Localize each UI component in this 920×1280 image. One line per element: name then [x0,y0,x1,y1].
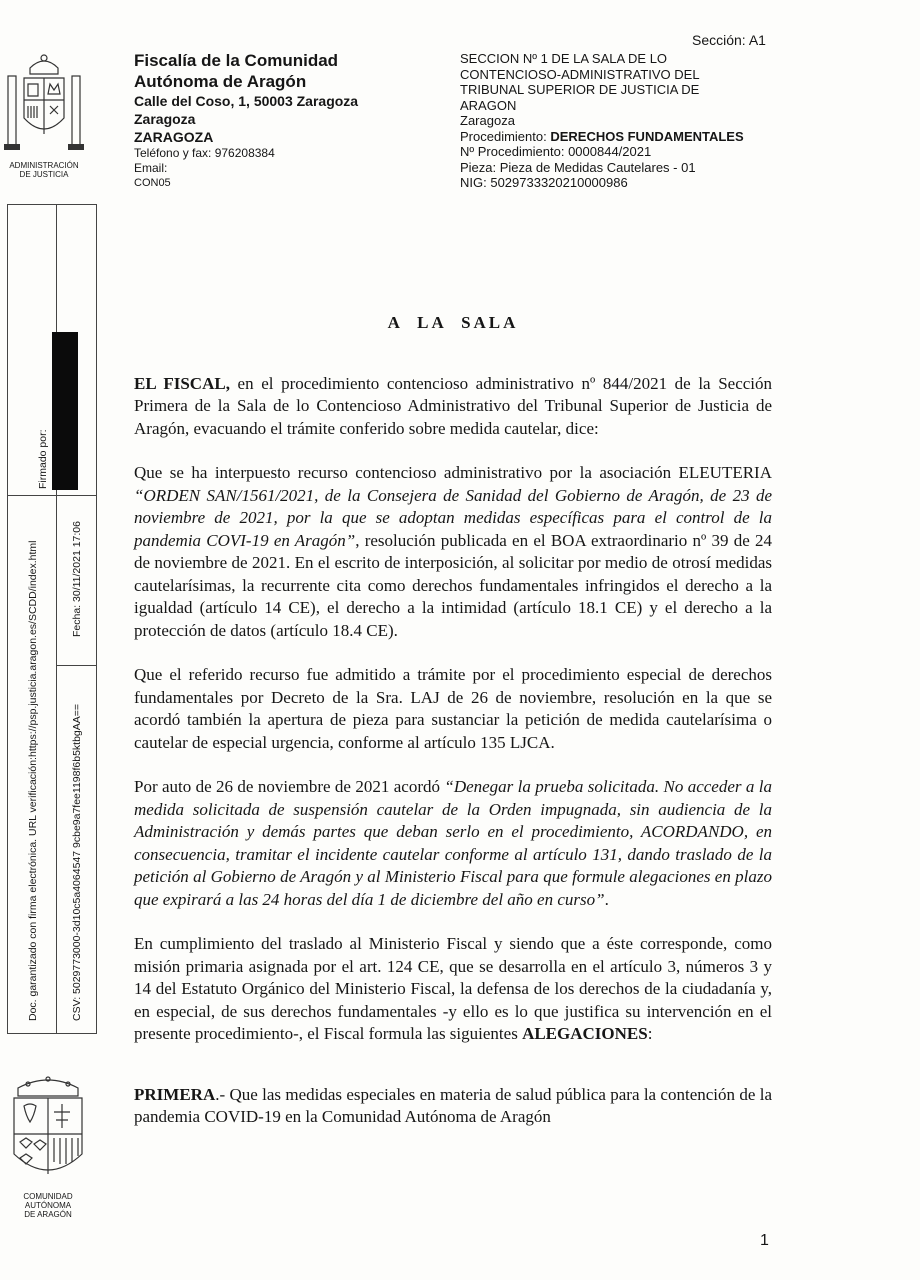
org-name-line1: Fiscalía de la Comunidad [134,51,339,70]
address-line3: ZARAGOZA [134,129,214,145]
paragraph-recurso: Que se ha interpuesto recurso contencioso administrativo por la asociación ELEUTERIA “ORDEN SAN/1561/2021, de la Consejera de Sanidad del Gobierno de Aragón, de 23 de noviembre de 2021, por la que se adoptan medidas específicas para el control de la pandemia COVI-19 en Aragón”, resolución publicada en el BOA extraordinario nº 39 de 24 de noviembre de 2021. En el escrito de interposición, al solicitar por medio de otrosí medidas cautelarísimas, la recurrente cita como derechos fundamentales infringidos el derecho a la igualdad (artículo 14 CE), el derecho a la intimidad (artículo 18.1 CE) y el derecho a la protección de datos (artículo 18.4 CE). [134,463,772,640]
phone-fax: Teléfono y fax: 976208384 [134,146,275,160]
organization-header [134,50,434,190]
aragon-coat-of-arms-icon [0,1074,96,1192]
comunidad-aragon-label: COMUNIDAD AUTÓNOMA DE ARAGÓN [23,1192,73,1219]
nig: NIG: 5029733320210000986 [460,175,628,190]
court-line2: CONTENCIOSO-ADMINISTRATIVO DEL [460,66,700,82]
court-info [460,51,790,191]
office-code: CON05 [134,177,171,189]
signature-date: Fecha: 30/11/2021 17:06 [71,521,83,637]
court-line4: ARAGON [460,97,517,113]
address-line2: Zaragoza [134,111,196,127]
redaction-bar [52,332,78,490]
address-line1: Calle del Coso, 1, 50003 Zaragoza [134,93,359,109]
aragon-coat-of-arms [0,1074,96,1219]
procedimiento-value: DERECHOS FUNDAMENTALES [550,128,744,144]
paragraph-auto: Por auto de 26 de noviembre de 2021 acordó “Denegar la prueba solicitada. No acceder a la medida solicitada de suspensión cautelar de la Orden impugnada, sin audiencia de la Administración y demás partes que deban serlo en el procedimiento, ACORDANDO, en consecuencia, tramitar el incidente cautelar conforme al artículo 131, dando traslado de la petición al Gobierno de Aragón y al Ministerio Fiscal para que formule alegaciones en plazo que expirará a las 24 horas del día 1 de diciembre del año en curso”. [134,777,772,909]
procedimiento: Procedimiento: DERECHOS FUNDAMENTALES [460,128,744,144]
csv-code: CSV: 5029773000-3d10c5a4064547 9cbe9a7fee1198f6b5ktbgAA== [71,703,83,1021]
paragraph-cumplimiento: En cumplimiento del traslado al Ministerio Fiscal y siendo que a éste corresponde, como misión primaria asignada por el art. 124 CE, que se desarrolla en el artículo 3, números 3 y 14 del Estatuto Orgánico del Ministerio Fiscal, la defensa de los derechos de la ciudadanía y, en especial, de sus derechos fundamentales -y ello es lo que justifica su intervención en el presente procedimiento-, el Fiscal formula las siguientes ALEGACIONES: [134,934,772,1043]
paragraph-intro: EL FISCAL, en el procedimiento contencioso administrativo nº 844/2021 de la Sección Primera de la Sala de lo Contencioso Administrativo del Tribunal Superior de Justicia de Aragón, evacuando el trámite conferido sobre medida cautelar, dice: [134,373,773,438]
org-name-line2: Autónoma de Aragón [134,72,307,91]
document-body [134,312,772,1151]
email-label: Email: [134,161,168,175]
num-procedimiento: Nº Procedimiento: 0000844/2021 [460,144,652,159]
admin-justicia-label: ADMINISTRACIÓN DE JUSTICIA [9,161,79,179]
firmado-por-label: Firmado por: [37,429,49,489]
document-heading: A LA SALA [387,313,519,332]
seccion-label: Sección: A1 [692,32,766,48]
paragraph-admision: Que el referido recurso fue admitido a trámite por el procedimiento especial de derechos fundamentales por Decreto de la Sra. LAJ de 26 de noviembre, resolución en la que se acordó también la apertura de pieza para sustanciar la petición de medida cautelarísima o cautelar de especial urgencia, conforme al artículo 135 LJCA. [134,665,772,752]
court-line1: SECCION Nº 1 DE LA SALA DE LO [460,51,668,66]
court-city: Zaragoza [460,113,515,128]
electronic-signature-strip [7,204,97,1034]
doc-verification-line: Doc. garantizado con firma electrónica. URL verificación:https://psp.justicia.aragon.es/SCDD/index.html [27,540,39,1021]
pieza: Pieza: Pieza de Medidas Cautelares - 01 [460,159,696,175]
spain-coat-of-arms-icon [4,48,84,156]
page-number: 1 [760,1232,769,1249]
left-coat-of-arms [4,48,84,179]
court-line3: TRIBUNAL SUPERIOR DE JUSTICIA DE [460,82,700,97]
paragraph-primera: PRIMERA.- Que las medidas especiales en materia de salud pública para la contención de la pandemia COVID-19 en la Comunidad Autónoma de Aragón [134,1084,772,1126]
